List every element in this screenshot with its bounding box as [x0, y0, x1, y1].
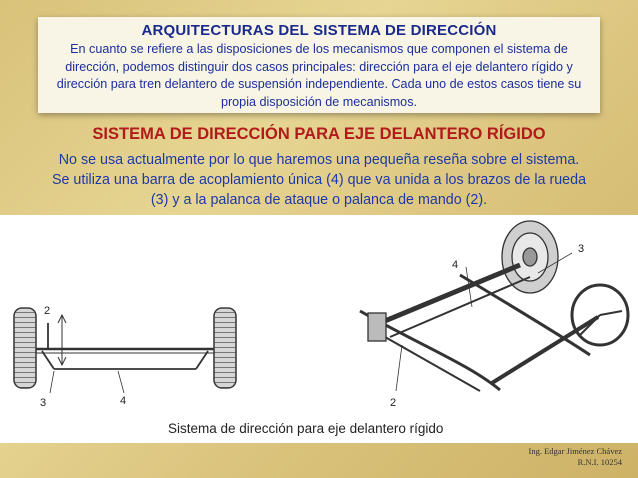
front-wheel-center: [523, 248, 537, 266]
right-wheel-tread: [214, 308, 236, 388]
section-line-1: No se usa actualmente por lo que haremos una pequeña reseña sobre el sistema.: [58, 152, 580, 168]
header-title: ARQUITECTURAS DEL SISTEMA DE DIRECCIÓN: [141, 22, 497, 39]
section-body: [0, 150, 638, 210]
label-right-3: 3: [578, 243, 585, 255]
header-body: En cuanto se refiere a las disposiciones de los mecanismos que componen el sistema de dirección, podemos distinguir dos casos principales: dirección para el eje delantero rígido y dirección para tren delantero de suspensión independiente. Cada uno de estos casos tiene su propia disposición de mecanismos.: [56, 42, 582, 109]
figure-caption: Sistema de dirección para eje delantero rígido: [168, 421, 444, 436]
credit-author: Ing. Edgar Jiménez Chávez: [528, 446, 622, 456]
tie-rod-right: [390, 277, 530, 337]
credit-id: R.N.I. 10254: [577, 457, 622, 467]
label-right-4: 4: [452, 259, 459, 271]
section-line-3: (3) y a la palanca de ataque o palanca de mando (2).: [150, 192, 488, 208]
steering-figure: [0, 215, 638, 443]
left-wheel-tread: [14, 308, 36, 388]
right-arm: [196, 351, 208, 369]
steering-diagram: [0, 215, 638, 443]
label-right-2: 2: [390, 397, 397, 409]
left-arm: [42, 351, 54, 369]
right-diagram: [360, 221, 628, 391]
drag-link: [378, 333, 480, 391]
steering-spoke-2: [600, 311, 622, 315]
label-left-2: 2: [44, 305, 51, 317]
section-line-2: Se utiliza una barra de acoplamiento única (4) que va unida a los brazos de la rueda: [51, 172, 587, 188]
leader-4: [118, 371, 124, 393]
leader-r2: [396, 345, 402, 391]
credit: [529, 446, 622, 468]
header-box: [38, 17, 600, 113]
section-title: SISTEMA DE DIRECCIÓN PARA EJE DELANTERO RÍGIDO: [92, 125, 546, 143]
motion-arrow: [58, 315, 66, 365]
axle-beam: [380, 265, 520, 323]
label-left-4: 4: [120, 395, 127, 407]
label-left-3: 3: [40, 397, 47, 409]
left-knuckle: [368, 313, 386, 341]
leader-3: [50, 371, 54, 393]
left-diagram: [14, 308, 236, 393]
